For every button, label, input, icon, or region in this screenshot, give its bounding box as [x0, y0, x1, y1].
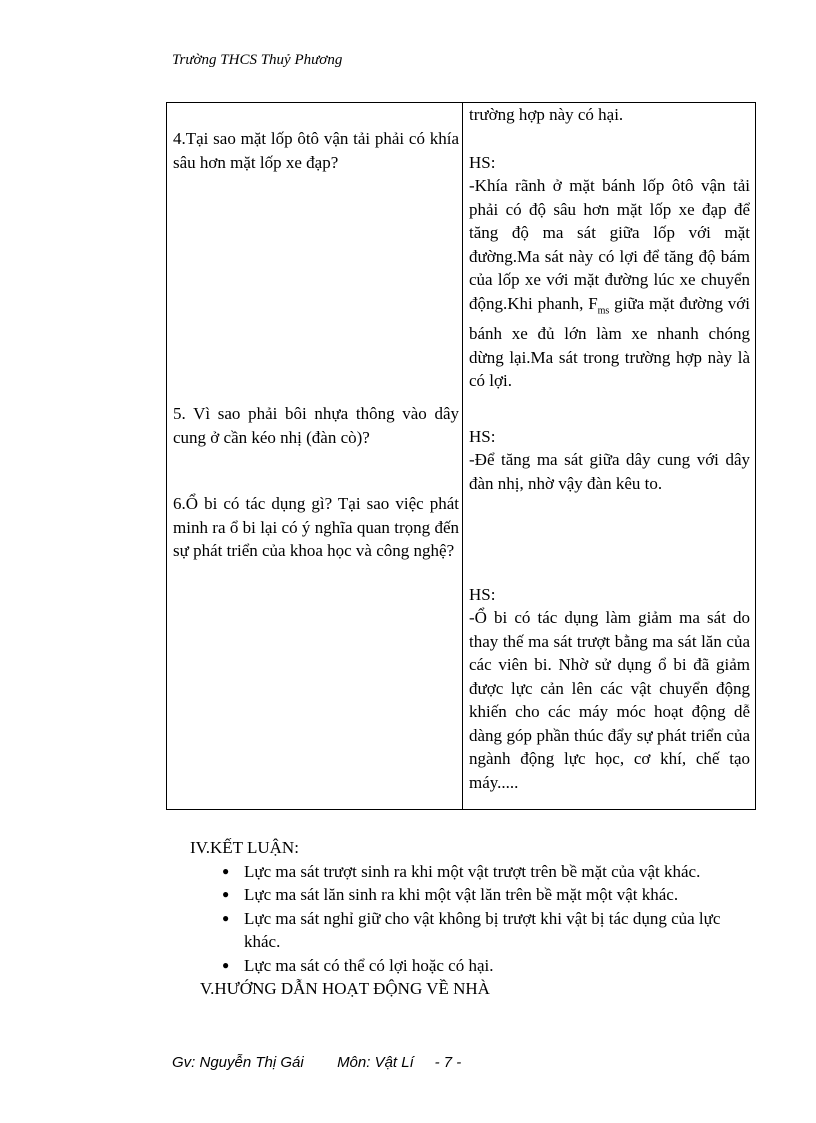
- answer-4: [469, 174, 750, 393]
- column-divider: [462, 103, 463, 809]
- hs-label-5: HS:: [469, 427, 496, 446]
- hs-label-4: HS:: [469, 153, 496, 172]
- question-4: 4.Tại sao mặt lốp ôtô vận tải phải có khía sâu hơn mặt lốp xe đạp?: [173, 129, 459, 172]
- list-item: [222, 954, 760, 978]
- page-number: - 7 -: [434, 1054, 462, 1071]
- bullet-icon: ●: [222, 887, 230, 901]
- question-5: 5. Vì sao phải bôi nhựa thông vào dây cung ở cần kéo nhị (đàn cò)?: [173, 404, 459, 447]
- page-footer: [172, 1054, 461, 1071]
- question-6: 6.Ổ bi có tác dụng gì? Tại sao việc phát minh ra ổ bi lại có ý nghĩa quan trọng đến sự phát triển của khoa học và công nghệ?: [173, 494, 459, 560]
- answer-4-part1: -Khía rãnh ở mặt bánh lốp ôtô vận tải phải có độ sâu hơn mặt lốp xe đạp để tăng độ ma sát giữa lốp với mặt đường.Ma sát này có lợi để tăng độ bám của lốp xe với mặt đường lúc xe chuyển động.Khi phanh, F: [469, 176, 750, 313]
- bullet-icon: ●: [222, 910, 230, 925]
- conclusion-list: [190, 860, 760, 978]
- answer-4-subscript: ms: [597, 304, 610, 316]
- list-item-text: Lực ma sát trượt sinh ra khi một vật trượt trên bề mặt của vật khác.: [244, 861, 701, 881]
- list-item-text: Lực ma sát lăn sinh ra khi một vật lăn trên bề mặt một vật khác.: [244, 885, 679, 904]
- list-item: [222, 860, 760, 884]
- answer-continuation: trường hợp này có hại.: [469, 105, 624, 124]
- list-item-text: Lực ma sát có thể có lợi hoặc có hại.: [244, 955, 494, 975]
- list-item-text: Lực ma sát nghỉ giữ cho vật không bị trượt khi vật bị tác dụng của lực khác.: [244, 908, 721, 951]
- answer-4-part2: giữa mặt đường với bánh xe đủ lớn làm xe nhanh chóng dừng lại.Ma sát trong trường hợp này là có lợi.: [469, 293, 751, 391]
- school-header: Trường THCS Thuỷ Phương: [172, 52, 343, 68]
- bullet-icon: ●: [222, 957, 230, 972]
- answer-6: -Ổ bi có tác dụng làm giảm ma sát do thay thế ma sát trượt bằng ma sát lăn của các viên bi. Nhờ sử dụng ổ bi đã giảm được lực cản lên các vật chuyển động khiến cho các máy móc hoạt động dễ dàng góp phần thúc đẩy sự phát triển của ngành động lực học, cơ khí, chế tạo máy.....: [469, 608, 750, 792]
- hs-label-6: HS:: [469, 585, 496, 604]
- list-item: [222, 907, 760, 954]
- list-item: [222, 883, 760, 907]
- conclusion-heading: IV.KẾT LUẬN:: [190, 838, 299, 857]
- answer-5: -Để tăng ma sát giữa dây cung với dây đàn nhị, nhờ vậy đàn kêu to.: [469, 450, 750, 493]
- footer-subject: Môn: Vật Lí: [337, 1054, 414, 1071]
- bullet-icon: ●: [222, 863, 230, 878]
- conclusion-section: [190, 836, 760, 1001]
- next-section-heading: V.HƯỚNG DẪN HOẠT ĐỘNG VỀ NHÀ: [200, 979, 490, 998]
- qa-table: [166, 102, 756, 810]
- footer-teacher: Gv: Nguyễn Thị Gái: [172, 1054, 304, 1071]
